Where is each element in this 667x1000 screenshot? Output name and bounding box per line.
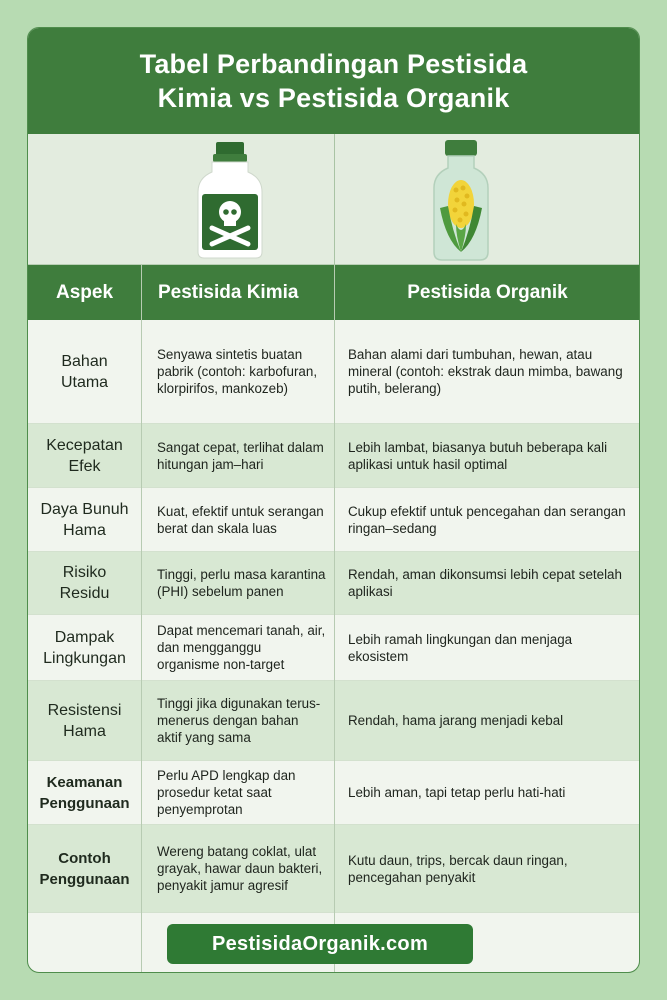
row-chemical: Sangat cepat, terlihat dalam hitungan jam–hari: [157, 439, 324, 472]
header-aspect: Aspek: [55, 281, 114, 303]
row-organic: Rendah, hama jarang menjadi kebal: [348, 713, 564, 728]
row-aspect: Risiko Residu: [59, 564, 110, 602]
row-chemical: Senyawa sintetis buatan pabrik (contoh: karbofuran, klorpirifos, mankozeb): [157, 347, 318, 396]
row-chemical: Perlu APD lengkap dan prosedur ketat saat penyemprotan: [157, 768, 296, 817]
title-bar: [28, 28, 639, 134]
row-organic: Lebih ramah lingkungan dan menjaga ekosistem: [348, 631, 573, 664]
corn-jar-icon: [426, 140, 496, 264]
row-aspect: Dampak Lingkungan: [43, 628, 126, 667]
row-organic: Kutu daun, trips, bercak daun ringan, pencegahan penyakit: [348, 852, 568, 885]
row-aspect: Bahan Utama: [60, 352, 109, 391]
poison-bottle-icon: [182, 142, 278, 260]
comparison-card: [27, 27, 640, 973]
brand-footer-link[interactable]: PestisidaOrganik.com: [167, 924, 473, 964]
row-aspect: Contoh Penggunaan: [39, 849, 130, 888]
row-organic: Lebih aman, tapi tetap perlu hati-hati: [348, 785, 566, 800]
title-line-2: Kimia vs Pestisida Organik: [157, 83, 510, 113]
row-chemical: Wereng batang coklat, ulat grayak, hawar daun bakteri, penyakit jamur agresif: [157, 844, 323, 893]
image-row: [28, 134, 639, 265]
row-organic: Lebih lambat, biasanya butuh beberapa kali aplikasi untuk hasil optimal: [348, 439, 608, 472]
row-organic: Cukup efektif untuk pencegahan dan serangan ringan–sedang: [348, 503, 626, 536]
row-organic: Rendah, aman dikonsumsi lebih cepat setelah aplikasi: [348, 567, 622, 599]
row-chemical: Dapat mencemari tanah, air, dan mengganggu organisme non-target: [157, 623, 326, 672]
row-organic: Bahan alami dari tumbuhan, hewan, atau mineral (contoh: ekstrak daun mimba, bawang putih, belerang): [348, 347, 623, 396]
header-chemical: Pestisida Kimia: [158, 281, 299, 303]
row-aspect: Daya Bunuh Hama: [40, 500, 129, 539]
page-title: [140, 47, 528, 115]
title-line-1: Tabel Perbandingan Pestisida: [139, 49, 528, 79]
row-aspect: Resistensi Hama: [47, 701, 122, 740]
header-organic: Pestisida Organik: [407, 281, 568, 303]
row-chemical: Tinggi, perlu masa karantina (PHI) sebelum panen: [157, 567, 326, 599]
row-chemical: Kuat, efektif untuk serangan berat dan skala luas: [157, 503, 324, 536]
row-aspect: Kecepatan Efek: [46, 436, 123, 475]
row-chemical: Tinggi jika digunakan terus-menerus dengan bahan aktif yang sama: [157, 696, 321, 745]
row-aspect: Keamanan Penggunaan: [39, 773, 130, 812]
